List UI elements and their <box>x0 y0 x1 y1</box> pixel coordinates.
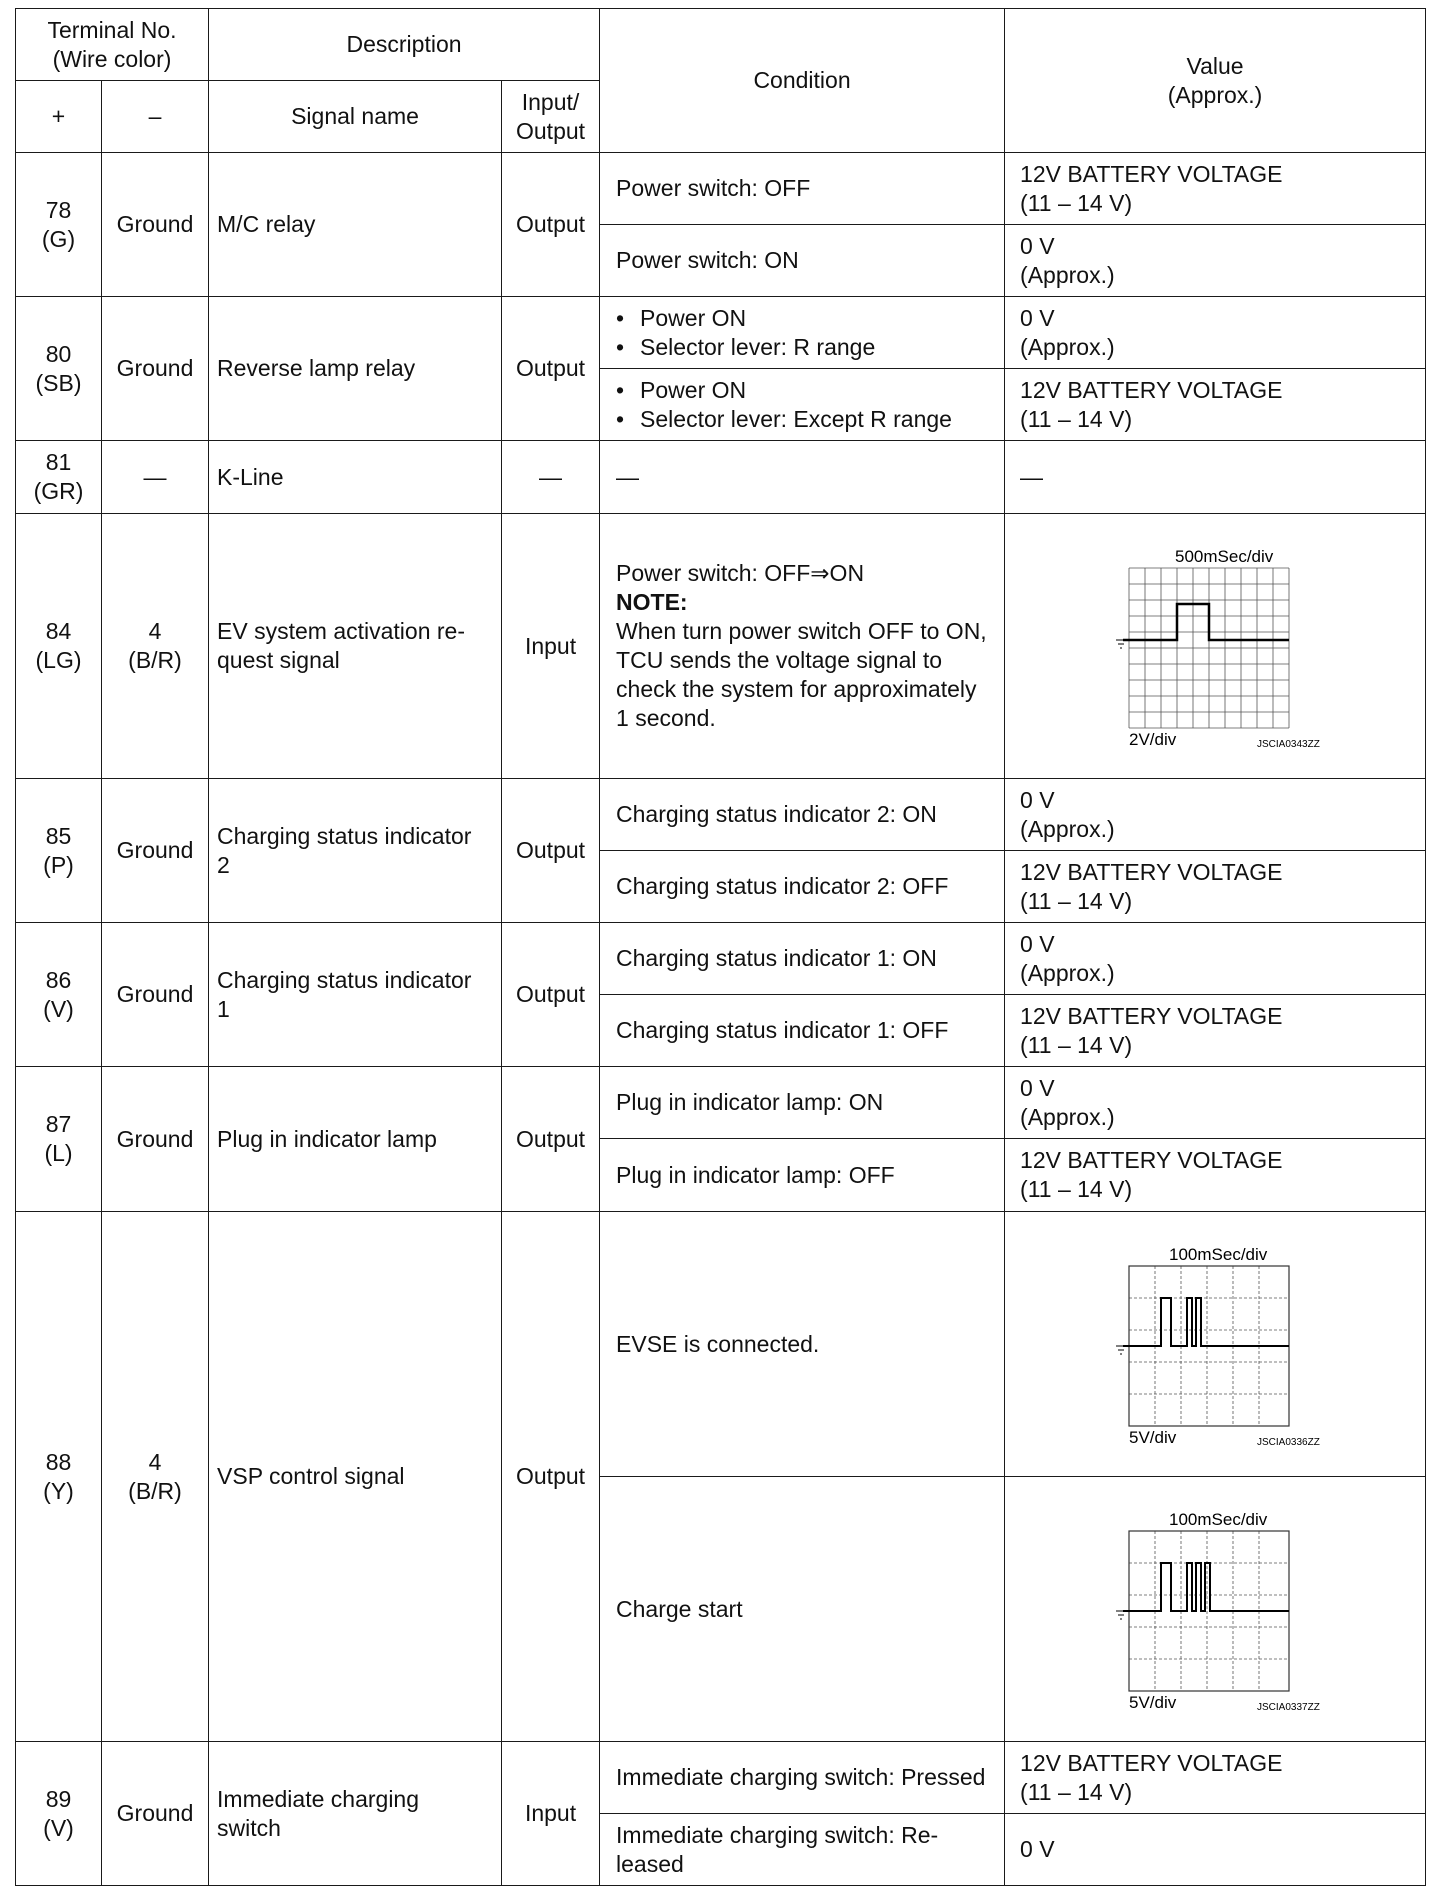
signal-io: Output <box>502 1067 600 1212</box>
header-value: Value (Approx.) <box>1005 9 1426 153</box>
signal-io: — <box>502 441 600 514</box>
condition: Plug in indicator lamp: OFF <box>600 1139 1005 1212</box>
condition: Charging status indicator 2: ON <box>600 779 1005 851</box>
value: 12V BATTERY VOLTAGE (11 – 14 V) <box>1005 153 1426 225</box>
value: 12V BATTERY VOLTAGE (11 – 14 V) <box>1005 851 1426 923</box>
note-label: NOTE: <box>616 589 688 615</box>
condition: Charging status indicator 1: ON <box>600 923 1005 995</box>
value: 0 V (Approx.) <box>1005 923 1426 995</box>
condition-bullet: • Power ON <box>616 376 996 405</box>
terminal-plus: 87 (L) <box>16 1067 102 1212</box>
condition: Power switch: OFF <box>600 153 1005 225</box>
condition: Charge start <box>600 1477 1005 1742</box>
terminal-minus: 4 (B/R) <box>102 1212 209 1742</box>
oscilloscope-waveform <box>1099 1507 1339 1712</box>
value: — <box>1005 441 1426 514</box>
oscilloscope-waveform <box>1099 544 1339 749</box>
terminal-spec-table <box>15 8 1426 1886</box>
condition: Plug in indicator lamp: ON <box>600 1067 1005 1139</box>
condition <box>600 514 1005 779</box>
condition-text: Power switch: OFF⇒ON <box>616 560 865 586</box>
terminal-plus: 86 (V) <box>16 923 102 1067</box>
value-waveform-cell <box>1005 514 1426 779</box>
value: 0 V (Approx.) <box>1005 779 1426 851</box>
value: 0 V (Approx.) <box>1005 297 1426 369</box>
note-text: When turn power switch OFF to ON, TCU sends the voltage signal to check the system for approximately 1 second. <box>616 618 987 731</box>
condition: EVSE is connected. <box>600 1212 1005 1477</box>
wave-volt-label: 5V/div <box>1128 1692 1176 1712</box>
terminal-minus: — <box>102 441 209 514</box>
header-minus: – <box>102 81 209 153</box>
header-signal-name: Signal name <box>209 81 502 153</box>
condition <box>600 297 1005 369</box>
terminal-plus: 84 (LG) <box>16 514 102 779</box>
value: 0 V (Approx.) <box>1005 225 1426 297</box>
terminal-plus: 78 (G) <box>16 153 102 297</box>
value: 12V BATTERY VOLTAGE (11 – 14 V) <box>1005 369 1426 441</box>
signal-io: Output <box>502 1212 600 1742</box>
value: 12V BATTERY VOLTAGE (11 – 14 V) <box>1005 995 1426 1067</box>
value: 12V BATTERY VOLTAGE (11 – 14 V) <box>1005 1742 1426 1814</box>
signal-io: Input <box>502 514 600 779</box>
signal-name: Charging status indicator 2 <box>209 779 502 923</box>
wave-id-label: JSCIA0337ZZ <box>1256 1701 1320 1712</box>
terminal-plus: 85 (P) <box>16 779 102 923</box>
terminal-minus: Ground <box>102 153 209 297</box>
value-waveform-cell <box>1005 1212 1426 1477</box>
header-description: Description <box>209 9 600 81</box>
terminal-plus: 80 (SB) <box>16 297 102 441</box>
header-io: Input/ Output <box>502 81 600 153</box>
condition: — <box>600 441 1005 514</box>
header-plus: + <box>16 81 102 153</box>
signal-io: Output <box>502 153 600 297</box>
signal-name: Immediate charging switch <box>209 1742 502 1886</box>
value-waveform-cell <box>1005 1477 1426 1742</box>
signal-io: Output <box>502 779 600 923</box>
condition-bullet: • Selector lever: R range <box>616 333 996 362</box>
signal-io: Input <box>502 1742 600 1886</box>
terminal-plus: 81 (GR) <box>16 441 102 514</box>
wave-volt-label: 2V/div <box>1128 729 1176 749</box>
header-terminal: Terminal No. (Wire color) <box>16 9 209 81</box>
signal-name: Plug in indicator lamp <box>209 1067 502 1212</box>
condition: Immediate charging switch: Pressed <box>600 1742 1005 1814</box>
wave-id-label: JSCIA0336ZZ <box>1256 1436 1320 1447</box>
signal-name: M/C relay <box>209 153 502 297</box>
signal-name: EV system activation re- quest signal <box>209 514 502 779</box>
terminal-minus: Ground <box>102 923 209 1067</box>
condition <box>600 369 1005 441</box>
terminal-minus: Ground <box>102 1742 209 1886</box>
wave-time-label: 100mSec/div <box>1168 1509 1267 1529</box>
condition-bullet: • Power ON <box>616 304 996 333</box>
header-condition: Condition <box>600 9 1005 153</box>
signal-io: Output <box>502 923 600 1067</box>
condition: Charging status indicator 2: OFF <box>600 851 1005 923</box>
terminal-minus: Ground <box>102 297 209 441</box>
terminal-plus: 89 (V) <box>16 1742 102 1886</box>
terminal-plus: 88 (Y) <box>16 1212 102 1742</box>
wave-time-label: 100mSec/div <box>1168 1244 1267 1264</box>
signal-name: Reverse lamp relay <box>209 297 502 441</box>
terminal-minus: 4 (B/R) <box>102 514 209 779</box>
condition-bullet: • Selector lever: Except R range <box>616 405 996 434</box>
value: 0 V (Approx.) <box>1005 1067 1426 1139</box>
value: 12V BATTERY VOLTAGE (11 – 14 V) <box>1005 1139 1426 1212</box>
signal-name: Charging status indicator 1 <box>209 923 502 1067</box>
signal-name: K-Line <box>209 441 502 514</box>
wave-volt-label: 5V/div <box>1128 1427 1176 1447</box>
terminal-minus: Ground <box>102 1067 209 1212</box>
oscilloscope-waveform <box>1099 1242 1339 1447</box>
signal-io: Output <box>502 297 600 441</box>
wave-id-label: JSCIA0343ZZ <box>1256 738 1320 749</box>
terminal-minus: Ground <box>102 779 209 923</box>
condition: Charging status indicator 1: OFF <box>600 995 1005 1067</box>
condition: Immediate charging switch: Re- leased <box>600 1814 1005 1886</box>
signal-name: VSP control signal <box>209 1212 502 1742</box>
value: 0 V <box>1005 1814 1426 1886</box>
condition: Power switch: ON <box>600 225 1005 297</box>
wave-time-label: 500mSec/div <box>1174 546 1273 566</box>
